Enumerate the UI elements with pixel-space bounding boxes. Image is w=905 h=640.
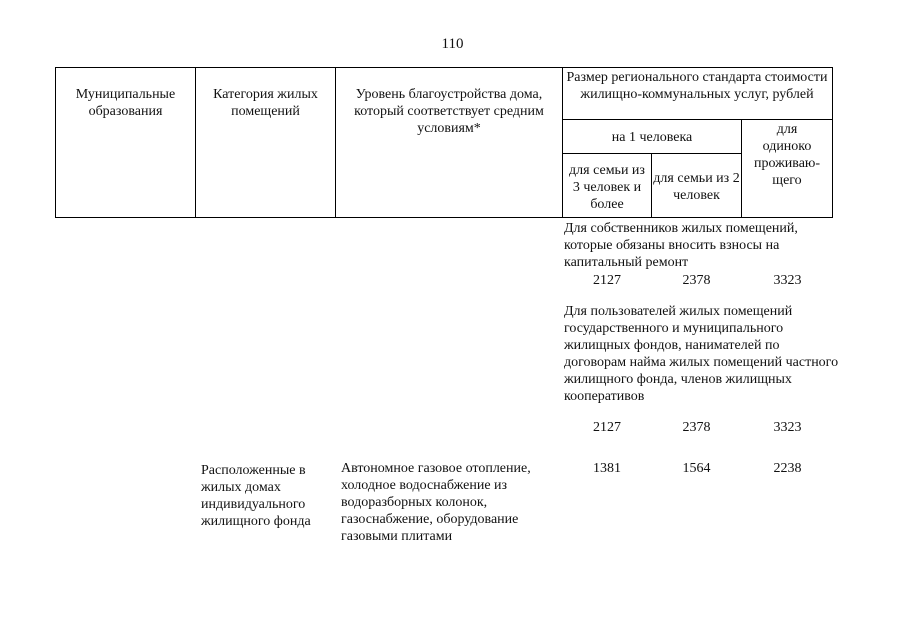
table-top-border — [55, 67, 833, 68]
owners-note: Для собственников жилых помещений, которые обязаны вносить взносы на капитальный ремонт — [564, 221, 798, 270]
row-value-single: 2238 — [773, 461, 802, 476]
col-divider-4 — [651, 153, 652, 218]
col-divider-2 — [335, 67, 336, 218]
header-category: Категория жилых помещений — [213, 87, 318, 119]
table-header-bottom-border — [55, 217, 833, 218]
per-person-subheader-divider — [562, 153, 742, 154]
users-value-single: 3323 — [773, 420, 802, 435]
owners-value-family3: 2127 — [593, 273, 621, 288]
col-divider-1 — [195, 67, 196, 218]
table-right-border — [832, 67, 833, 218]
row-value-family2: 1564 — [682, 461, 711, 476]
table-left-border — [55, 67, 56, 218]
owners-value-family2: 2378 — [682, 273, 711, 288]
header-standard: Размер регионального стандарта стоимости жилищно-коммунальных услуг, рублей — [566, 70, 828, 102]
header-single: для одиноко проживаю-щего — [753, 122, 821, 188]
header-level: Уровень благоустройства дома, который соответствует средним условиям* — [354, 87, 544, 136]
header-family3: для семьи из 3 человек и более — [569, 163, 645, 212]
users-note: Для пользователей жилых помещений государственного и муниципального жилищных фондов, нанимателей по договорам найма жилых помещений частного жилищного фонда, членов жилищных кооперативов — [564, 304, 839, 404]
row-category: Расположенные в жилых домах индивидуального жилищного фонда — [201, 463, 311, 529]
standard-subheader-divider — [562, 119, 833, 120]
col-divider-5 — [741, 119, 742, 218]
users-value-family3: 2127 — [593, 420, 621, 435]
col-divider-3 — [562, 67, 563, 218]
page-number: 110 — [441, 36, 464, 52]
header-family2: для семьи из 2 человек — [653, 171, 740, 203]
row-level: Автономное газовое отопление, холодное водоснабжение из водоразборных колонок, газоснабжение, оборудование газовыми плитами — [341, 461, 531, 544]
users-value-family2: 2378 — [682, 420, 711, 435]
row-value-family3: 1381 — [593, 461, 621, 476]
header-per-person: на 1 человека — [611, 130, 693, 145]
header-municipal: Муниципальные образования — [75, 87, 176, 119]
owners-value-single: 3323 — [773, 273, 802, 288]
